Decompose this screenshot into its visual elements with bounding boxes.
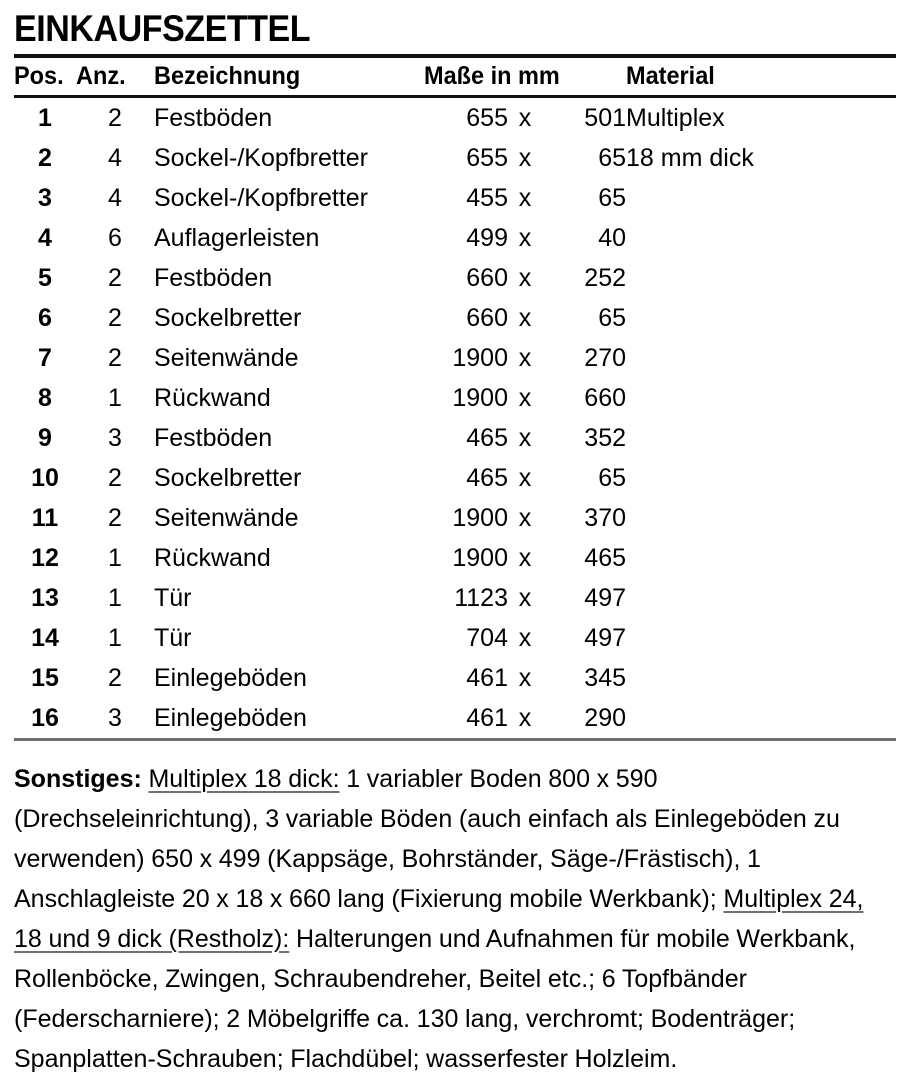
cell-anz: 3	[108, 424, 122, 452]
cell-pos: 14	[31, 624, 59, 652]
cell-anz: 1	[108, 544, 122, 572]
cell-material	[626, 498, 896, 538]
table-body	[14, 98, 896, 738]
cell-dim-length: 660	[466, 304, 508, 332]
table-row	[14, 338, 896, 378]
cell-dim-separator: x	[518, 464, 532, 492]
cell-material	[626, 258, 896, 298]
cell-bezeichnung: Einlegeböden	[154, 664, 307, 692]
cell-dim-width: 65	[598, 184, 627, 212]
cell-dim-separator: x	[518, 544, 532, 572]
cell-anz: 2	[108, 344, 122, 372]
cell-dim-width: 465	[584, 544, 627, 572]
cell-bezeichnung: Auflagerleisten	[154, 224, 320, 252]
cell-bezeichnung: Tür	[154, 624, 192, 652]
cell-pos: 4	[38, 224, 52, 252]
notes-underlined-material-1: Multiplex 18 dick:	[148, 765, 340, 793]
cell-pos: 8	[38, 384, 52, 412]
cell-anz: 4	[108, 144, 122, 172]
cell-anz: 3	[108, 704, 122, 732]
cell-dim-separator: x	[518, 264, 532, 292]
cell-anz: 2	[108, 464, 122, 492]
column-header-anz: Anz.	[76, 62, 126, 90]
cell-dim-separator: x	[518, 144, 532, 172]
cell-pos: 12	[31, 544, 59, 572]
table-row	[14, 378, 896, 418]
cell-anz: 2	[108, 264, 122, 292]
cell-bezeichnung: Rückwand	[154, 544, 271, 572]
cell-anz: 1	[108, 384, 122, 412]
table-row	[14, 538, 896, 578]
cell-dim-length: 1123	[454, 584, 508, 612]
cell-pos: 10	[31, 464, 59, 492]
cell-bezeichnung: Sockel-/Kopfbretter	[154, 144, 368, 172]
cell-material	[626, 298, 896, 338]
cell-anz: 1	[108, 584, 122, 612]
cell-anz: 2	[108, 664, 122, 692]
cell-bezeichnung: Seitenwände	[154, 504, 299, 532]
cell-dim-length: 465	[466, 424, 508, 452]
cell-bezeichnung: Festböden	[154, 264, 273, 292]
cell-dim-length: 660	[466, 264, 508, 292]
cell-dim-separator: x	[518, 344, 532, 372]
notes-underlined-material-2: Multiplex 24, 18 und 9 dick (Restholz):	[14, 885, 864, 953]
cell-dim-length: 655	[466, 144, 508, 172]
cell-anz: 2	[108, 304, 122, 332]
table-header-row	[14, 58, 896, 98]
cell-dim-length: 1900	[452, 544, 508, 572]
cell-pos: 1	[38, 104, 52, 132]
cell-dim-length: 461	[466, 704, 508, 732]
table-row	[14, 298, 896, 338]
table-row	[14, 418, 896, 458]
column-header-pos: Pos.	[14, 62, 64, 90]
cell-bezeichnung: Seitenwände	[154, 344, 299, 372]
notes-paragraph	[14, 741, 896, 1079]
cell-dim-separator: x	[518, 304, 532, 332]
cell-material	[626, 458, 896, 498]
page-title: EINKAUFSZETTEL	[14, 8, 311, 49]
table-row	[14, 218, 896, 258]
cell-dim-separator: x	[518, 104, 532, 132]
table-row	[14, 658, 896, 698]
cell-dim-length: 655	[466, 104, 508, 132]
cell-bezeichnung: Rückwand	[154, 384, 271, 412]
cell-dim-length: 499	[466, 224, 508, 252]
table-row	[14, 578, 896, 618]
column-header-bezeichnung: Bezeichnung	[154, 62, 301, 90]
notes-label: Sonstiges:	[14, 765, 142, 793]
cell-dim-separator: x	[518, 624, 532, 652]
table-row	[14, 618, 896, 658]
parts-table	[14, 58, 896, 738]
cell-bezeichnung: Festböden	[154, 104, 273, 132]
cell-material: 18 mm dick	[626, 144, 754, 172]
cell-dim-width: 345	[584, 664, 627, 692]
cell-bezeichnung: Tür	[154, 584, 192, 612]
cell-bezeichnung: Festböden	[154, 424, 273, 452]
cell-material	[626, 378, 896, 418]
cell-material	[626, 578, 896, 618]
cell-bezeichnung: Sockelbretter	[154, 304, 302, 332]
cell-anz: 2	[108, 104, 122, 132]
cell-dim-width: 370	[584, 504, 627, 532]
notes-segment-1: 1 variabler Boden 800 x 590 (Drechseleinrichtung), 3 variable Böden (auch einfach als Einlegeböden zu verwenden) 650 x 499 (Kappsäge, Bohrständer, Säge-/Frästisch), 1 Anschlagleiste 20 x 18 x 660 lang (Fixierung mobile Werkbank);	[14, 765, 840, 913]
table-row	[14, 138, 896, 178]
cell-dim-width: 40	[598, 224, 627, 252]
cell-dim-width: 65	[598, 304, 627, 332]
cell-dim-width: 65	[598, 144, 627, 172]
cell-dim-width: 290	[584, 704, 627, 732]
table-row	[14, 458, 896, 498]
cell-anz: 2	[108, 504, 122, 532]
cell-pos: 13	[31, 584, 59, 612]
table-row	[14, 178, 896, 218]
table-row	[14, 258, 896, 298]
cell-dim-length: 455	[466, 184, 508, 212]
cell-dim-separator: x	[518, 384, 532, 412]
cell-dim-width: 65	[598, 464, 627, 492]
cell-pos: 16	[31, 704, 59, 732]
column-header-masse: Maße in mm	[424, 62, 560, 90]
cell-dim-width: 501	[584, 104, 627, 132]
cell-anz: 4	[108, 184, 122, 212]
cell-pos: 6	[38, 304, 52, 332]
cell-pos: 5	[38, 264, 52, 292]
cell-dim-length: 704	[466, 624, 508, 652]
cell-dim-width: 352	[584, 424, 627, 452]
cell-dim-width: 497	[584, 584, 627, 612]
cell-pos: 9	[38, 424, 52, 452]
cell-material	[626, 418, 896, 458]
cell-dim-length: 461	[466, 664, 508, 692]
cell-material: Multiplex	[626, 104, 725, 132]
cell-dim-separator: x	[518, 584, 532, 612]
cell-dim-length: 1900	[452, 344, 508, 372]
cell-material	[626, 218, 896, 258]
table-row	[14, 498, 896, 538]
cell-material	[626, 618, 896, 658]
cell-pos: 11	[31, 504, 59, 532]
cell-dim-separator: x	[518, 704, 532, 732]
cell-dim-separator: x	[518, 504, 532, 532]
cell-dim-separator: x	[518, 184, 532, 212]
cell-dim-width: 252	[584, 264, 627, 292]
cell-material	[626, 178, 896, 218]
cell-anz: 6	[108, 224, 122, 252]
table-row	[14, 98, 896, 138]
cell-pos: 2	[38, 144, 52, 172]
cell-material	[626, 538, 896, 578]
cell-bezeichnung: Sockel-/Kopfbretter	[154, 184, 368, 212]
cell-dim-separator: x	[518, 424, 532, 452]
cell-dim-width: 270	[584, 344, 627, 372]
cell-dim-width: 660	[584, 384, 627, 412]
cell-dim-length: 465	[466, 464, 508, 492]
cell-bezeichnung: Einlegeböden	[154, 704, 307, 732]
cell-dim-separator: x	[518, 224, 532, 252]
cell-anz: 1	[108, 624, 122, 652]
cell-pos: 3	[38, 184, 52, 212]
cell-pos: 15	[31, 664, 59, 692]
table-row	[14, 698, 896, 738]
cell-dim-separator: x	[518, 664, 532, 692]
cell-dim-length: 1900	[452, 504, 508, 532]
cell-dim-width: 497	[584, 624, 627, 652]
cell-material	[626, 338, 896, 378]
notes-segment-2: Halterungen und Aufnahmen für mobile Werkbank, Rollenböcke, Zwingen, Schraubendreher, Beitel etc.; 6 Topfbänder (Federscharniere); 2 Möbelgriffe ca. 130 lang, verchromt; Bodenträger; Spanplatten-Schrauben; Flachdübel; wasserfester Holzleim.	[14, 925, 856, 1073]
column-header-material: Material	[626, 62, 715, 90]
cell-material	[626, 658, 896, 698]
cell-dim-length: 1900	[452, 384, 508, 412]
cell-material	[626, 698, 896, 738]
cell-bezeichnung: Sockelbretter	[154, 464, 302, 492]
cell-pos: 7	[38, 344, 52, 372]
